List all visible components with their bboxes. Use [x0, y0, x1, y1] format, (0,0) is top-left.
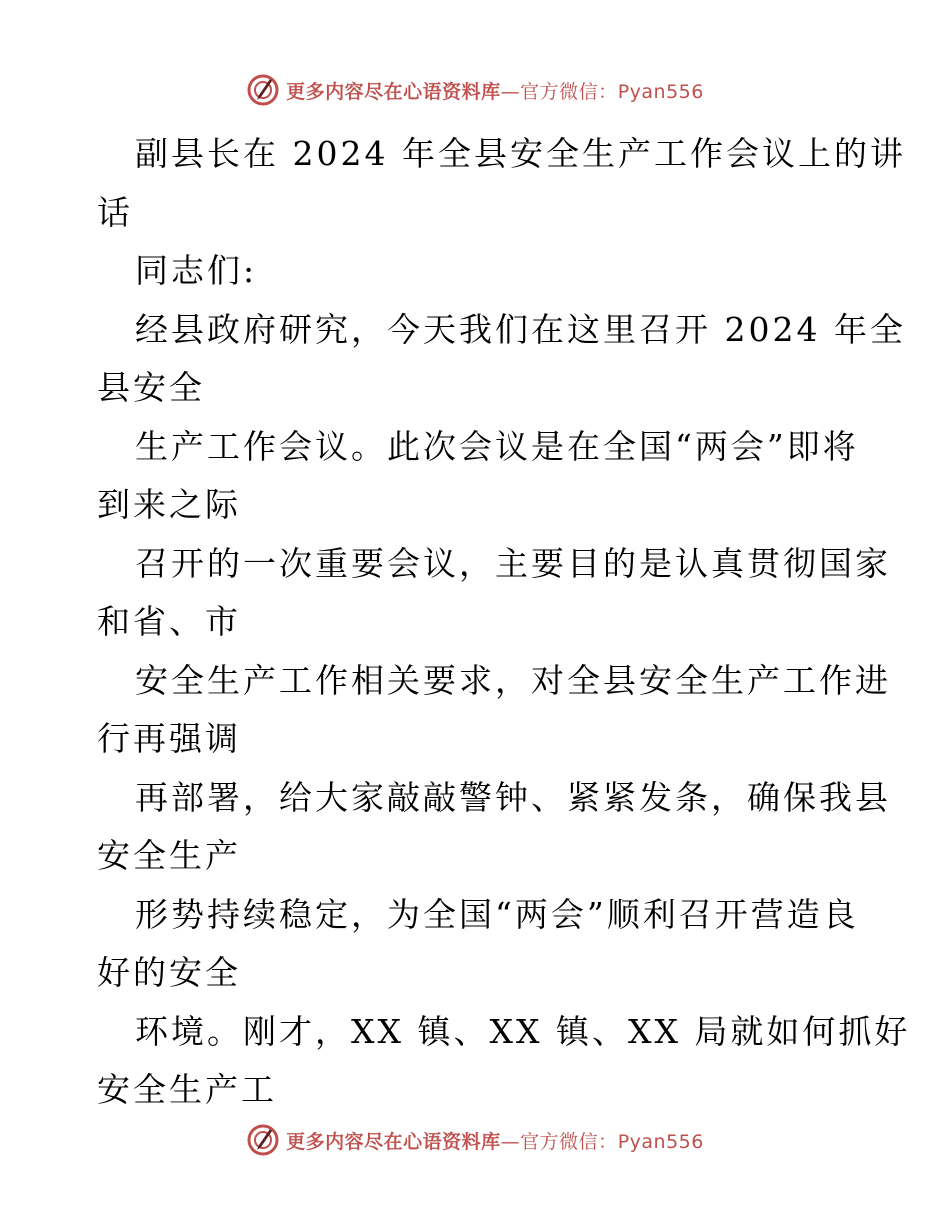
banner-wechat-label: 官方微信： — [520, 80, 618, 103]
document-line: 生产工作会议。此次会议是在全国“两会”即将 — [135, 426, 859, 466]
document-line: 环境。刚才，XX 镇、XX 镇、XX 局就如何抓好 — [135, 1011, 911, 1051]
document-line: 到来之际 — [97, 485, 241, 524]
banner-text — [286, 77, 704, 104]
banner-text — [286, 1127, 704, 1154]
document-line: 好的安全 — [97, 953, 241, 992]
document-line: 县安全 — [97, 368, 205, 407]
document-line: 和省、市 — [97, 602, 241, 641]
header-banner — [0, 70, 950, 110]
document-line: 再部署，给大家敲敲警钟、紧紧发条，确保我县 — [135, 777, 891, 817]
document-line: 副县长在 2024 年全县安全生产工作会议上的讲 — [135, 134, 906, 173]
document-body — [97, 125, 911, 1120]
brush-circle-logo-icon — [246, 1123, 280, 1157]
document-line: 召开的一次重要会议，主要目的是认真贯彻国家 — [135, 543, 891, 583]
banner-dash: — — [500, 1130, 521, 1153]
document-line: 经县政府研究，今天我们在这里召开 2024 年全 — [135, 309, 906, 349]
banner-wechat-label: 官方微信： — [520, 1130, 618, 1153]
document-line: 形势持续稳定，为全国“两会”顺利召开营造良 — [135, 894, 859, 934]
document-line: 话 — [97, 192, 133, 232]
document-line: 安全生产 — [97, 836, 241, 875]
brush-circle-logo-icon — [246, 73, 280, 107]
banner-wechat-account: Pyan556 — [617, 80, 704, 103]
banner-site-name: 更多内容尽在心语资料库 — [286, 80, 501, 103]
document-line: 同志们: — [135, 251, 258, 290]
footer-banner — [0, 1120, 950, 1160]
document-line: 安全生产工 — [97, 1070, 277, 1109]
document-line: 安全生产工作相关要求，对全县安全生产工作进 — [135, 660, 891, 700]
banner-wechat-account: Pyan556 — [617, 1130, 704, 1153]
banner-dash: — — [500, 80, 521, 103]
banner-site-name: 更多内容尽在心语资料库 — [286, 1130, 501, 1153]
document-line: 行再强调 — [97, 719, 241, 758]
